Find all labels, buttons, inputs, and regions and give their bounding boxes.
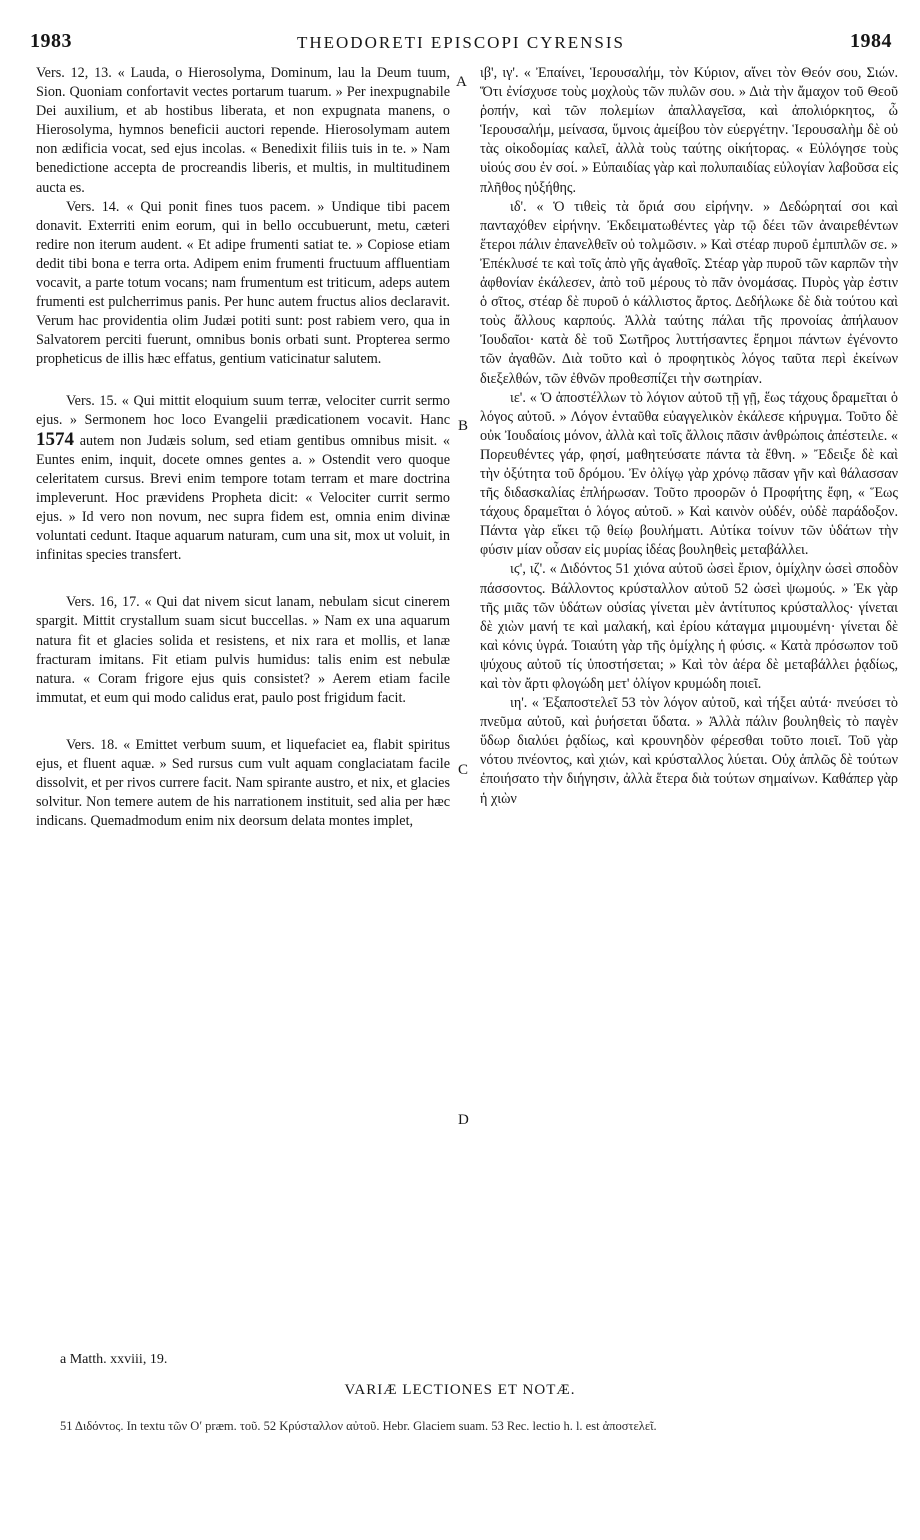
greek-paragraph-16-17: ιϛ', ιζ'. « Διδόντος 51 χιόνα αὐτοῦ ὡσεὶ ἔριον, ὁμίχλην ὡσεὶ σποδὸν πάσσοντος. Βάλλοντος κρύσταλλον αὐτοῦ 52 ὡσεὶ ψωμούς. » Ἐκ γὰρ τῆς μιᾶς τῶν ὑδάτων οὐσίας γίνεται μὲν ἀντίτυπος κρύσταλλος· γίνεται δὲ χιὼν μανή τε καὶ μαλακή, καὶ ἐρίου κάταγμα μιμουμένη· γίνεται δὲ καὶ κόνις ὑγρά. Τοιαύτη γὰρ τῆς ὁμίχλης ἡ φύσις. « Κατὰ πρόσωπον τοῦ ψύχους αὐτοῦ τίς ὑποστήσεται; » Καὶ τὸν ἀέρα δὲ μεταβάλλει ῥᾳδίως, καὶ τὸν ἄρτι φλογώδη μετ' ὀλίγον κρυμώδη ποιεῖ. (480, 561, 898, 692)
latin-paragraph-vers-16-17: Vers. 16, 17. « Qui dat nivem sicut lanam, nebulam sicut cinerem spargit. Mittit crystallum suam sicut buccellas. » Nam ex una aquarum natura fit et glacies solida et resistens, et nix rara et mollis, et lanæ fracturam imitans. Fit etiam pulvis humidus: talis enim est nebulæ natura. « Coram frigore ejus quis consistet? » Aerem etiam facile immutat, et eum qui modo calidus erat, paulo post frigidum facit. (36, 594, 450, 706)
margin-marker-b: B (458, 418, 469, 434)
margin-marker-c: C (458, 762, 469, 778)
variae-lectiones-heading: VARIÆ LECTIONES ET NOTÆ. (344, 1382, 576, 1398)
latin-paragraph-vers-15-part1: Vers. 15. « Qui mittit eloquium suum terræ, velociter currit sermo ejus. » Sermonem hoc loco Evangelii prædicationem vocavit. Hanc (36, 392, 450, 428)
column-number-1574: 1574 (36, 428, 74, 450)
page-number-right: 1984 (850, 30, 892, 52)
greek-paragraph-14: ιδ'. « Ὁ τιθεὶς τὰ ὅριά σου εἰρήνην. » Δεδώρηταί σοι καὶ πανταχόθεν εἰρήνην. Ἐκδειματωθέντες γὰρ τῷ δέει τῶν ἀναιρεθέντων ἕτεροι πάλιν ἐπανελθεῖν οὐ τολμῶσιν. » Καὶ στέαρ πυροῦ ἐμπιπλῶν σε. » Ἐπέκλυσέ τε καὶ τοῖς ἀπὸ γῆς ἀγαθοῖς. Στέαρ γὰρ πυροῦ τῶν καρπῶν τὴν ἀφθονίαν ἐκάλεσεν, ἀπὸ τοῦ μέρους τὸ πᾶν ὀνομάσας. Πυρὸς γὰρ ἐστιν ὁ σῖτος, στέαρ δὲ πυροῦ ὁ κάλλιστος ἄρτος. Δεδήλωκε δὲ διὰ τούτου καὶ τοὺς ἄλλους καρπούς. Ἀλλὰ ταύτης πάλαι τῆς προνοίας ἀπήλαυον Ἰουδαῖοι· κατὰ δὲ τοῦ Σωτῆρος λυττήσαντες ἔρημοι πάντων ἐγένοντο τῶν ἀγαθῶν. Διὰ τοῦτο καὶ ὁ προφητικὸς λόγος ταῦτα περὶ ἐκείνων διεξελθών, τῶν ἐθνῶν προθεσπίζει τὴν σωτηρίαν. (480, 198, 898, 387)
greek-column (480, 64, 898, 809)
footnote: a Matth. xxviii, 19. (60, 1352, 168, 1367)
margin-marker-a: A (456, 74, 467, 90)
latin-paragraph-vers-14: Vers. 14. « Qui ponit fines tuos pacem. » Undique tibi pacem donavit. Exterriti enim eorum, qui in bello occubuerunt, metu, cæteri redire non iterum audent. « Et adipe frumenti satiat te. » Copiose etiam dedit tibi bona e terra orta. Adipem enim frumenti fructuum affluentiam vocavit, a parte totum vocans; nam frumentum est triticum, adeps autem frumenti est pulcherrimus panis. Per hunc autem fructus alios declaravit. Verum hac providentia olim Judæi potiti sunt: post rabiem vero, qua in Salvatorem perciti fuerunt, omnibus bonis orbati sunt. Propterea sermo propheticus de illis hæc effatus, gentium vaticinatur salutem. (36, 198, 450, 368)
running-title: THEODORETI EPISCOPI CYRENSIS (296, 33, 626, 52)
variant-notes: 51 Διδόντος. In textu τῶν Oʹ præm. τοῦ. 52 Κρύσταλλον αὐτοῦ. Hebr. Glaciem suam. 53 Rec. lectio h. l. est ἀποστελεῖ. (60, 1419, 657, 1433)
running-header (30, 30, 892, 58)
latin-column (36, 64, 450, 831)
greek-paragraph-15: ιε'. « Ὁ ἀποστέλλων τὸ λόγιον αὐτοῦ τῇ γῇ, ἕως τάχους δραμεῖται ὁ λόγος αὐτοῦ. » Λόγον ἐνταῦθα εὐαγγελικὸν ἐκάλεσε κήρυγμα. Τοῦτο δὲ οὐκ Ἰουδαίοις μόνον, ἀλλὰ καὶ τοῖς ἄλλοις πᾶσιν ἀνθρώποις ἀπέστειλε. « Πορευθέντες γάρ, φησί, μαθητεύσατε πάντα τὰ ἔθνη. » Ἔδειξε δὲ καὶ τὴν ὀξύτητα τοῦ δρόμου. Ἐν ὀλίγῳ γὰρ χρόνῳ πᾶσαν γῆν καὶ θάλασσαν τῆς διδασκαλίας ἐπλήρωσαν. Τοῦτο προορῶν ὁ Προφήτης ἔφη, « Ἕως τάχους δραμεῖται ὁ λόγος αὐτοῦ. » Καὶ καινὸν οὐδέν, οὐδὲ παράδοξον. Πάντα γὰρ εἴκει τῷ θείῳ βουλήματι. Αὐτίκα τοίνυν τῶν ὑδάτων τὴν φύσιν μίαν οὖσαν εἰς μυρίας ἰδέας βουληθεὶς μεταβάλλει. (480, 389, 898, 559)
greek-paragraph-12-13: ιβ', ιγ'. « Ἐπαίνει, Ἱερουσαλήμ, τὸν Κύριον, αἴνει τὸν Θεόν σου, Σιών. Ὅτι ἐνίσχυσε τοὺς μοχλοὺς τῶν πυλῶν σου. » Διὰ τὴν ἄμαχον τοῦ Θεοῦ ῥοπήν, καὶ τῶν πολεμίων ἀπαλλαγεῖσα, καὶ ἀπολιόρκητος, ὦ Ἱερουσαλήμ, μείνασα, ὕμνοις ἀμείβου τὸν εὐεργέτην. Ἱερουσαλὴμ δὲ οὐ τὰς οἰκοδομίας καλεῖ, ἀλλὰ τοὺς ταύτης οἰκήτορας. « Εὐλόγησε τοὺς υἱούς σου ἐν σοί. » Εὐπαιδίας γὰρ καὶ πολυπαιδίας εὐλογίαν λαβοῦσα εἰς πλῆθος ηὐξήθης. (480, 65, 898, 196)
latin-paragraph-vers-15 (36, 392, 450, 566)
latin-paragraph-vers-18: Vers. 18. « Emittet verbum suum, et liquefaciet ea, flabit spiritus ejus, et fluent aquæ. » Sed rursus cum vult aquam conglaciatam facile dissolvit, et per rivos currere facit. Nam spirante austro, et nix, et glacies solvitur. Non temere autem de his narrationem instituit, sed alia per hæc indicans. Quemadmodum enim nix deorsum delata montes implet, (36, 736, 450, 830)
page-number-left: 1983 (30, 30, 72, 52)
greek-paragraph-18: ιη'. « Ἐξαποστελεῖ 53 τὸν λόγον αὐτοῦ, καὶ τήξει αὐτά· πνεύσει τὸ πνεῦμα αὐτοῦ, καὶ ῥυήσεται ὕδατα. » Ἀλλὰ πάλιν βουληθεὶς τὸ παγὲν ὕδωρ διαλύει ῥᾳδίως, καὶ κρουνηδὸν φέρεσθαι τοῦτο ποιεῖ. Τοῦ γὰρ νότου πνέοντος, καὶ χιών, καὶ κρύσταλλος λύεται. Οὐχ ἁπλῶς δὲ τούτων ἐποιήσατο τὴν διήγησιν, ἀλλὰ ἕτερα διὰ τούτων σημαίνων. Καθάπερ γὰρ ἡ χιὼν (480, 695, 898, 807)
latin-paragraph-vers-15-part2: autem non Judæis solum, sed etiam gentibus omnibus misit. « Euntes enim, inquit, docete omnes gentes a. » Ostendit vero quoque celeritatem cursus. Brevi enim tempore totam terram et mare doctrina impleverunt. Hoc prævidens Propheta dicit: « Velociter currit sermo ejus. » Id vero non novum, nec supra fidem est, omnia enim divinæ voluntati cedunt. Itaque aquarum naturam, cum una sit, mox ut voluit, in infinitas species transfert. (36, 432, 451, 564)
latin-paragraph-vers-12-13: Vers. 12, 13. « Lauda, o Hierosolyma, Dominum, lau la Deum tuum, Sion. Quoniam confortavit vectes portarum tuarum. » Per inexpugnabile Dei auxilium, et ab hostibus liberata, et non expugnata manens, o Hierosolyma, hymnos beneficii auctori repende. Hierosolymam autem non ædificia vocat, sed ejus incolas. « Benedixit filiis tuis in te. » Nam benedictione accepta de procreandis liberis, et multis, in multitudinem aucta es. (36, 65, 450, 196)
margin-marker-d: D (458, 1112, 469, 1128)
